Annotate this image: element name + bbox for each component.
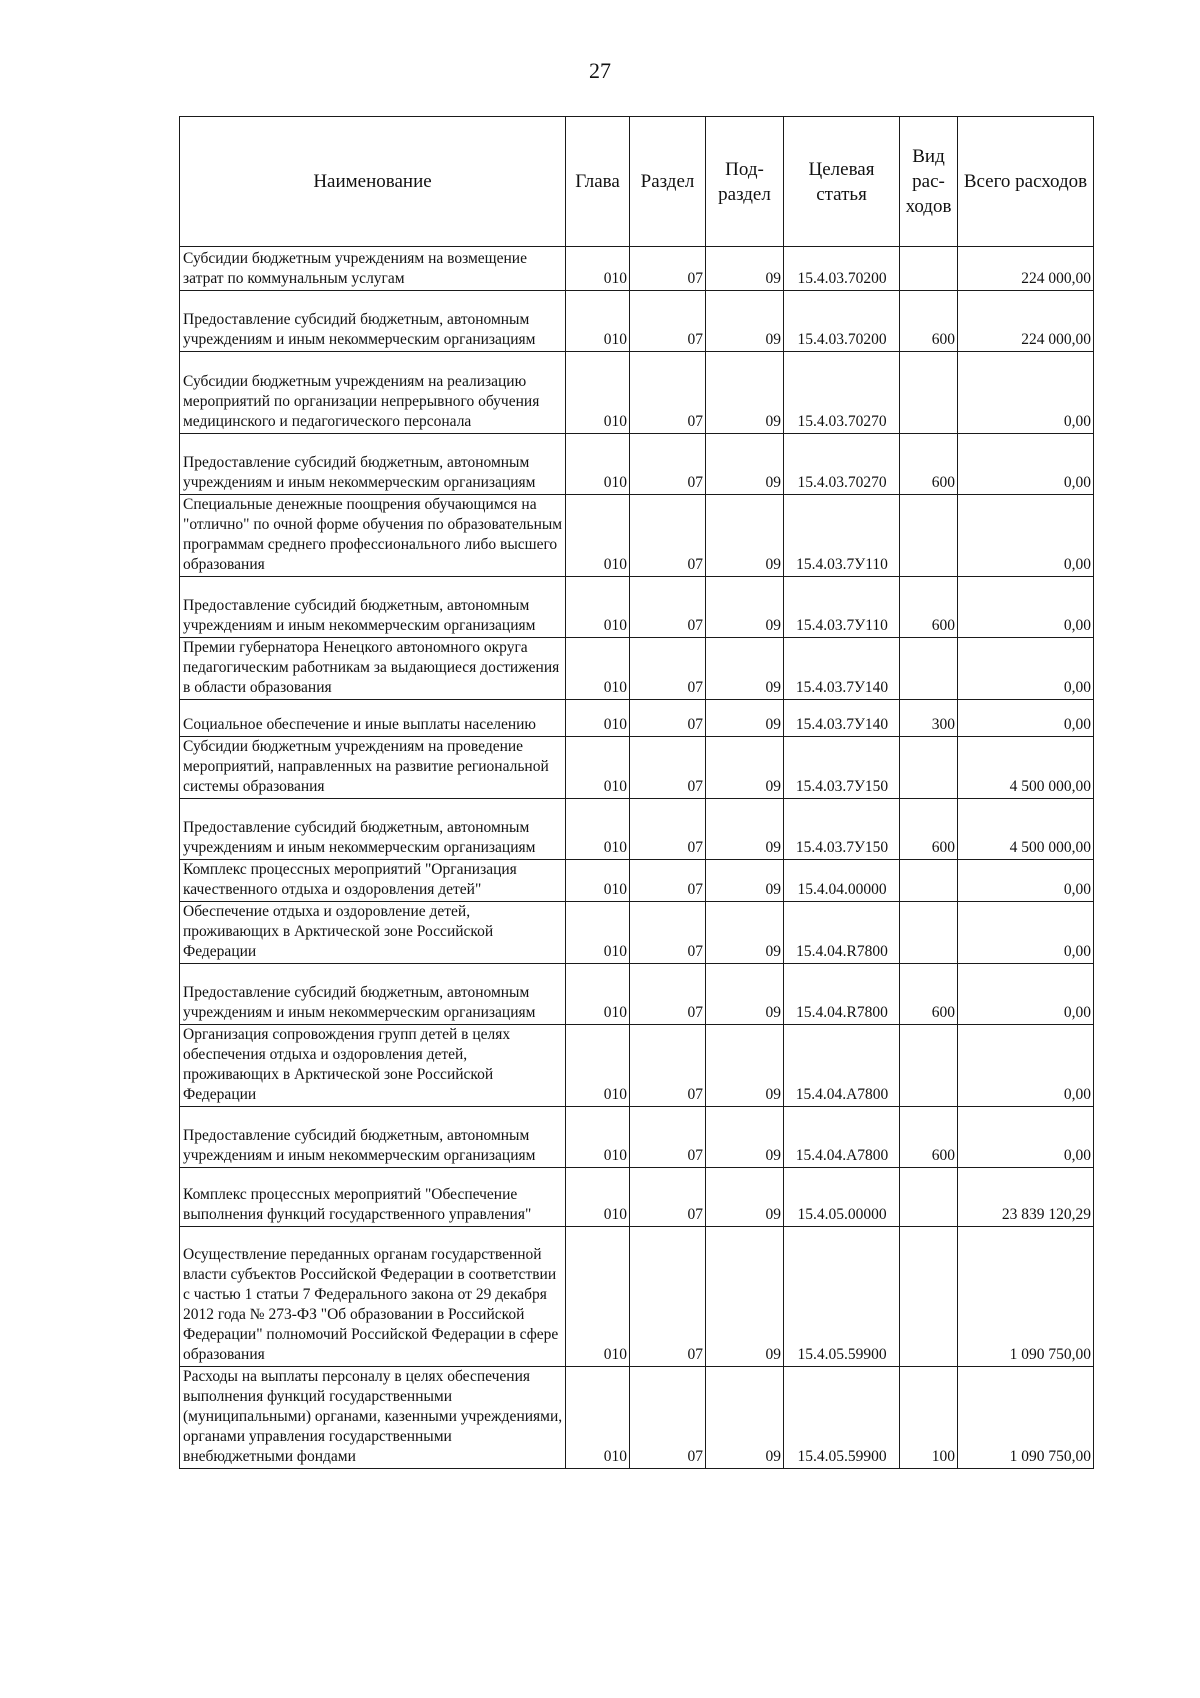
row-razdel-cell: 07 — [630, 1107, 706, 1168]
row-vid-rashodov-cell — [900, 737, 958, 799]
row-total-cell: 0,00 — [958, 352, 1094, 434]
row-vid-rashodov-cell: 600 — [900, 964, 958, 1025]
row-razdel-cell: 07 — [630, 1025, 706, 1107]
row-name-cell: Предоставление субсидий бюджетным, автономным учреждениям и иным некоммерческим организациям — [180, 291, 566, 352]
row-name-cell: Субсидии бюджетным учреждениям на возмещение затрат по коммунальным услугам — [180, 247, 566, 291]
row-glava-cell: 010 — [566, 495, 630, 577]
row-vid-rashodov-cell: 600 — [900, 1107, 958, 1168]
row-name-cell: Предоставление субсидий бюджетным, автономным учреждениям и иным некоммерческим организациям — [180, 434, 566, 495]
row-podrazdel-cell: 09 — [706, 737, 784, 799]
row-total-cell: 1 090 750,00 — [958, 1227, 1094, 1367]
table-row — [180, 964, 1094, 1025]
row-celevaya-statya-cell: 15.4.04.A7800 — [784, 1107, 900, 1168]
row-vid-rashodov-cell — [900, 638, 958, 700]
header-podrazdel: Под- раздел — [706, 117, 784, 247]
row-podrazdel-cell: 09 — [706, 247, 784, 291]
table-row — [180, 434, 1094, 495]
row-total-cell: 224 000,00 — [958, 291, 1094, 352]
budget-table — [179, 116, 1094, 1469]
table-row — [180, 291, 1094, 352]
table-row — [180, 860, 1094, 902]
row-vid-rashodov-cell — [900, 1168, 958, 1227]
row-razdel-cell: 07 — [630, 860, 706, 902]
row-name-cell: Обеспечение отдыха и оздоровление детей, проживающих в Арктической зоне Российской Федерации — [180, 902, 566, 964]
row-glava-cell: 010 — [566, 860, 630, 902]
row-glava-cell: 010 — [566, 291, 630, 352]
row-podrazdel-cell: 09 — [706, 860, 784, 902]
row-total-cell: 0,00 — [958, 964, 1094, 1025]
row-razdel-cell: 07 — [630, 700, 706, 737]
row-razdel-cell: 07 — [630, 247, 706, 291]
row-podrazdel-cell: 09 — [706, 1367, 784, 1469]
row-podrazdel-cell: 09 — [706, 434, 784, 495]
row-total-cell: 0,00 — [958, 638, 1094, 700]
row-vid-rashodov-cell — [900, 860, 958, 902]
row-total-cell: 0,00 — [958, 1025, 1094, 1107]
row-name-cell: Предоставление субсидий бюджетным, автономным учреждениям и иным некоммерческим организациям — [180, 577, 566, 638]
row-name-cell: Специальные денежные поощрения обучающимся на "отлично" по очной форме обучения по образовательным программам среднего профессионального либо высшего образования — [180, 495, 566, 577]
row-vid-rashodov-cell — [900, 495, 958, 577]
row-glava-cell: 010 — [566, 1107, 630, 1168]
row-total-cell: 4 500 000,00 — [958, 799, 1094, 860]
row-name-cell: Премии губернатора Ненецкого автономного округа педагогическим работникам за выдающиеся достижения в области образования — [180, 638, 566, 700]
row-celevaya-statya-cell: 15.4.04.00000 — [784, 860, 900, 902]
table-row — [180, 577, 1094, 638]
row-name-cell: Предоставление субсидий бюджетным, автономным учреждениям и иным некоммерческим организациям — [180, 799, 566, 860]
table-row — [180, 638, 1094, 700]
row-glava-cell: 010 — [566, 1227, 630, 1367]
row-vid-rashodov-cell: 600 — [900, 434, 958, 495]
table-body — [180, 247, 1094, 1469]
table-row — [180, 1367, 1094, 1469]
row-vid-rashodov-cell: 100 — [900, 1367, 958, 1469]
row-vid-rashodov-cell — [900, 352, 958, 434]
row-glava-cell: 010 — [566, 964, 630, 1025]
row-podrazdel-cell: 09 — [706, 638, 784, 700]
row-glava-cell: 010 — [566, 1367, 630, 1469]
row-total-cell: 0,00 — [958, 700, 1094, 737]
table-row — [180, 352, 1094, 434]
row-razdel-cell: 07 — [630, 737, 706, 799]
row-vid-rashodov-cell — [900, 1227, 958, 1367]
row-vid-rashodov-cell — [900, 1025, 958, 1107]
row-total-cell: 0,00 — [958, 1107, 1094, 1168]
row-name-cell: Субсидии бюджетным учреждениям на реализацию мероприятий по организации непрерывного обучения медицинского и педагогического персонала — [180, 352, 566, 434]
row-celevaya-statya-cell: 15.4.03.7У140 — [784, 700, 900, 737]
row-glava-cell: 010 — [566, 352, 630, 434]
table-row — [180, 1227, 1094, 1367]
row-glava-cell: 010 — [566, 700, 630, 737]
header-total: Всего расходов — [958, 117, 1094, 247]
table-row — [180, 247, 1094, 291]
row-razdel-cell: 07 — [630, 434, 706, 495]
row-celevaya-statya-cell: 15.4.05.59900 — [784, 1367, 900, 1469]
row-celevaya-statya-cell: 15.4.03.7У150 — [784, 737, 900, 799]
row-podrazdel-cell: 09 — [706, 291, 784, 352]
row-razdel-cell: 07 — [630, 352, 706, 434]
row-total-cell: 224 000,00 — [958, 247, 1094, 291]
row-razdel-cell: 07 — [630, 638, 706, 700]
row-glava-cell: 010 — [566, 799, 630, 860]
row-vid-rashodov-cell — [900, 902, 958, 964]
row-glava-cell: 010 — [566, 737, 630, 799]
row-name-cell: Расходы на выплаты персоналу в целях обеспечения выполнения функций государственными (муниципальными) органами, казенными учреждениями, органами управления государственными внебюджетными фондами — [180, 1367, 566, 1469]
row-podrazdel-cell: 09 — [706, 902, 784, 964]
row-total-cell: 0,00 — [958, 495, 1094, 577]
row-celevaya-statya-cell: 15.4.05.59900 — [784, 1227, 900, 1367]
row-razdel-cell: 07 — [630, 1367, 706, 1469]
row-name-cell: Комплекс процессных мероприятий "Обеспечение выполнения функций государственного управления" — [180, 1168, 566, 1227]
table-row — [180, 495, 1094, 577]
table-row — [180, 1025, 1094, 1107]
row-name-cell: Предоставление субсидий бюджетным, автономным учреждениям и иным некоммерческим организациям — [180, 1107, 566, 1168]
row-vid-rashodov-cell: 300 — [900, 700, 958, 737]
row-total-cell: 0,00 — [958, 860, 1094, 902]
row-celevaya-statya-cell: 15.4.05.00000 — [784, 1168, 900, 1227]
row-razdel-cell: 07 — [630, 964, 706, 1025]
row-name-cell: Субсидии бюджетным учреждениям на проведение мероприятий, направленных на развитие региональной системы образования — [180, 737, 566, 799]
row-glava-cell: 010 — [566, 577, 630, 638]
table-row — [180, 1107, 1094, 1168]
table-header-row — [180, 117, 1094, 247]
row-razdel-cell: 07 — [630, 291, 706, 352]
row-podrazdel-cell: 09 — [706, 1227, 784, 1367]
row-razdel-cell: 07 — [630, 1227, 706, 1367]
row-celevaya-statya-cell: 15.4.03.7У150 — [784, 799, 900, 860]
row-podrazdel-cell: 09 — [706, 495, 784, 577]
row-celevaya-statya-cell: 15.4.04.A7800 — [784, 1025, 900, 1107]
header-glava: Глава — [566, 117, 630, 247]
row-total-cell: 0,00 — [958, 902, 1094, 964]
row-celevaya-statya-cell: 15.4.04.R7800 — [784, 902, 900, 964]
row-podrazdel-cell: 09 — [706, 1025, 784, 1107]
row-celevaya-statya-cell: 15.4.03.70270 — [784, 352, 900, 434]
row-podrazdel-cell: 09 — [706, 964, 784, 1025]
row-total-cell: 23 839 120,29 — [958, 1168, 1094, 1227]
row-vid-rashodov-cell — [900, 247, 958, 291]
row-celevaya-statya-cell: 15.4.03.7У110 — [784, 577, 900, 638]
row-glava-cell: 010 — [566, 1025, 630, 1107]
row-glava-cell: 010 — [566, 902, 630, 964]
row-razdel-cell: 07 — [630, 799, 706, 860]
row-name-cell: Организация сопровождения групп детей в целях обеспечения отдыха и оздоровления детей, проживающих в Арктической зоне Российской Федерации — [180, 1025, 566, 1107]
row-vid-rashodov-cell: 600 — [900, 799, 958, 860]
row-razdel-cell: 07 — [630, 902, 706, 964]
row-total-cell: 1 090 750,00 — [958, 1367, 1094, 1469]
table-row — [180, 799, 1094, 860]
row-razdel-cell: 07 — [630, 1168, 706, 1227]
table-row — [180, 902, 1094, 964]
row-celevaya-statya-cell: 15.4.03.7У110 — [784, 495, 900, 577]
row-total-cell: 0,00 — [958, 434, 1094, 495]
row-podrazdel-cell: 09 — [706, 577, 784, 638]
row-name-cell: Осуществление переданных органам государственной власти субъектов Российской Федерации в соответствии с частью 1 статьи 7 Федерального закона от 29 декабря 2012 года № 273-ФЗ "Об образовании в Российской Федерации" полномочий Российской Федерации в сфере образования — [180, 1227, 566, 1367]
header-name: Наименование — [180, 117, 566, 247]
row-vid-rashodov-cell: 600 — [900, 291, 958, 352]
row-total-cell: 4 500 000,00 — [958, 737, 1094, 799]
header-vid-rashodov: Вид рас- ходов — [900, 117, 958, 247]
row-celevaya-statya-cell: 15.4.03.70200 — [784, 291, 900, 352]
row-name-cell: Предоставление субсидий бюджетным, автономным учреждениям и иным некоммерческим организациям — [180, 964, 566, 1025]
row-total-cell: 0,00 — [958, 577, 1094, 638]
row-podrazdel-cell: 09 — [706, 1168, 784, 1227]
row-razdel-cell: 07 — [630, 577, 706, 638]
row-name-cell: Комплекс процессных мероприятий "Организация качественного отдыха и оздоровления детей" — [180, 860, 566, 902]
table-row — [180, 700, 1094, 737]
row-podrazdel-cell: 09 — [706, 799, 784, 860]
row-podrazdel-cell: 09 — [706, 352, 784, 434]
row-celevaya-statya-cell: 15.4.03.7У140 — [784, 638, 900, 700]
row-razdel-cell: 07 — [630, 495, 706, 577]
row-glava-cell: 010 — [566, 1168, 630, 1227]
page-number: 27 — [589, 58, 611, 83]
row-name-cell: Социальное обеспечение и иные выплаты населению — [180, 700, 566, 737]
row-vid-rashodov-cell: 600 — [900, 577, 958, 638]
header-celevaya-statya: Целевая статья — [784, 117, 900, 247]
row-glava-cell: 010 — [566, 247, 630, 291]
table-row — [180, 1168, 1094, 1227]
row-glava-cell: 010 — [566, 434, 630, 495]
row-celevaya-statya-cell: 15.4.03.70200 — [784, 247, 900, 291]
row-podrazdel-cell: 09 — [706, 700, 784, 737]
row-celevaya-statya-cell: 15.4.04.R7800 — [784, 964, 900, 1025]
row-podrazdel-cell: 09 — [706, 1107, 784, 1168]
row-glava-cell: 010 — [566, 638, 630, 700]
row-celevaya-statya-cell: 15.4.03.70270 — [784, 434, 900, 495]
table-row — [180, 737, 1094, 799]
header-razdel: Раздел — [630, 117, 706, 247]
